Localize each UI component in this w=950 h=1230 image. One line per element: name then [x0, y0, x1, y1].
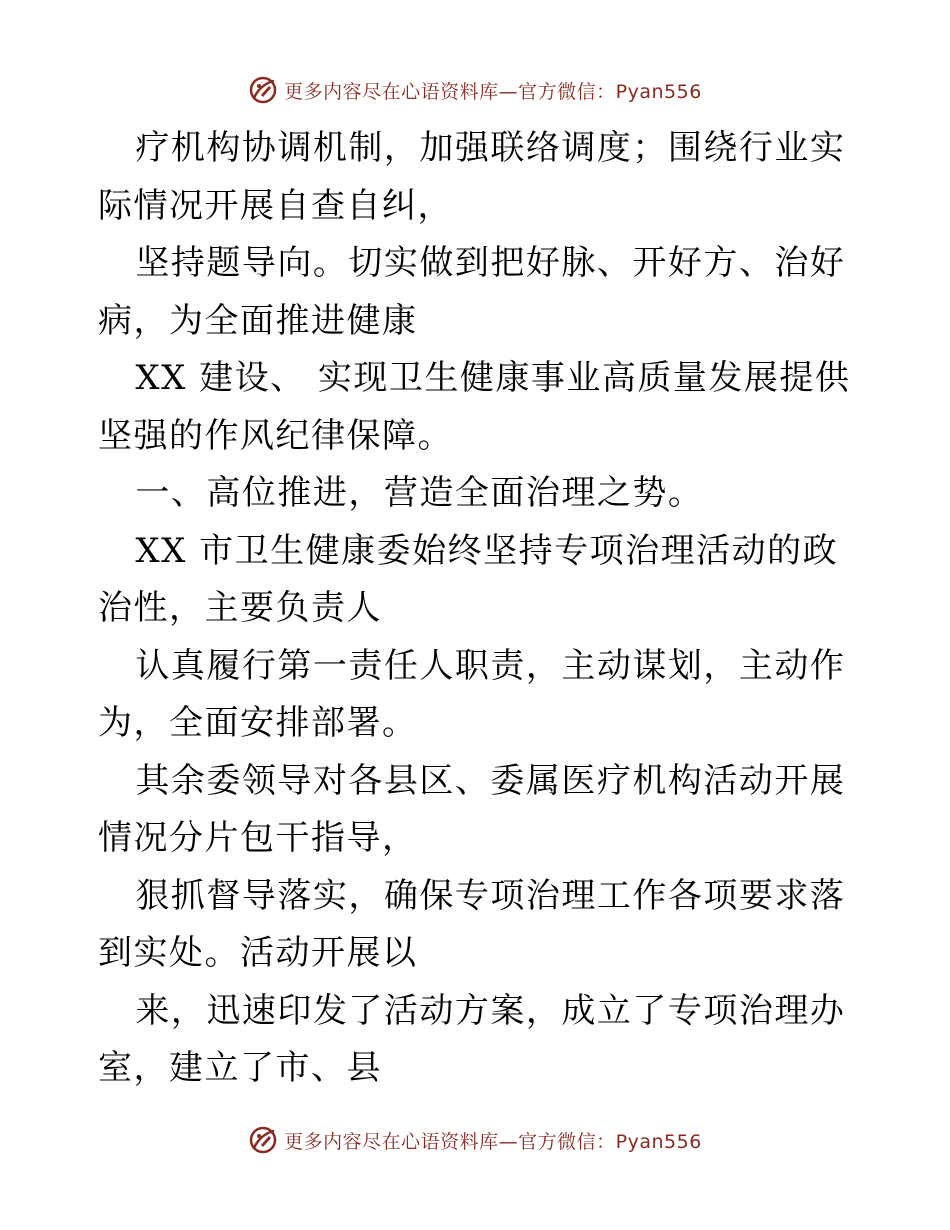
header-banner	[0, 70, 950, 110]
paragraph: XX 建设、 实现卫生健康事业高质量发展提供坚强的作风纪律保障。	[98, 358, 851, 456]
paragraph: 来，迅速印发了活动方案，成立了专项治理办室，建立了市、县	[98, 990, 846, 1088]
paragraph: 坚持题导向。切实做到把好脉、开好方、治好病，为全面推进健康	[98, 243, 846, 341]
document-body	[98, 120, 858, 1098]
pen-circle-logo-icon	[248, 1125, 278, 1155]
header-banner-text: 更多内容尽在心语资料库—官方微信：Pyan556	[284, 80, 702, 103]
footer-banner-text: 更多内容尽在心语资料库—官方微信：Pyan556	[284, 1130, 702, 1153]
paragraph: 狠抓督导落实，确保专项治理工作各项要求落到实处。活动开展以	[98, 875, 846, 973]
footer-banner	[0, 1120, 950, 1160]
paragraph: 其余委领导对各县区、委属医疗机构活动开展情况分片包干指导，	[98, 760, 846, 858]
section-heading: 一、高位推进，营造全面治理之势。	[135, 473, 704, 513]
paragraph: 疗机构协调机制，加强联络调度；围绕行业实际情况开展自查自纠，	[98, 128, 846, 226]
paragraph: 认真履行第一责任人职责，主动谋划，主动作为，全面安排部署。	[98, 645, 846, 743]
pen-circle-logo-icon	[248, 75, 278, 105]
paragraph: XX 市卫生健康委始终坚持专项治理活动的政治性，主要负责人	[98, 530, 839, 628]
